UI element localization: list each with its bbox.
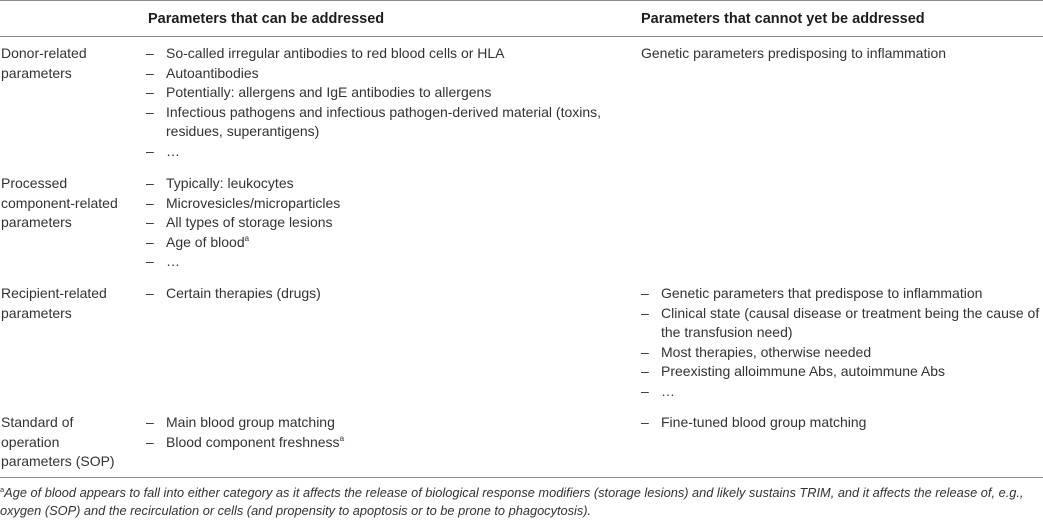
dash-icon: –	[146, 45, 154, 61]
dash-icon: –	[641, 304, 649, 321]
addressed-list-sop	[146, 413, 631, 452]
table-top-rule	[0, 0, 1043, 1]
list-item: – …	[146, 252, 631, 272]
dash-icon: –	[641, 343, 649, 360]
dash-icon: –	[146, 175, 154, 191]
category-recipient: Recipient-related parameters	[1, 285, 107, 321]
list-item: – Age of blood$^a$	[146, 233, 631, 253]
category-donor: Donor-related parameters	[1, 45, 87, 81]
list-item: – Fine-tuned blood group matching	[641, 413, 1043, 433]
dash-icon: –	[641, 363, 649, 379]
list-item: – Certain therapies (drugs)	[146, 284, 631, 304]
list-item: – Potentially: allergens and IgE antibodies to allergens	[146, 83, 631, 103]
dash-icon: –	[146, 285, 154, 301]
header-bottom-rule	[0, 36, 1043, 37]
list-item: – Genetic parameters that predispose to inflammation	[641, 284, 1043, 304]
category-sop: Standard of operation parameters (SOP)	[1, 414, 115, 469]
footnote-marker: a	[339, 433, 345, 443]
dash-icon: –	[146, 233, 154, 250]
dash-icon: –	[146, 433, 154, 450]
addressed-list-processed	[146, 174, 631, 272]
list-item: – Most therapies, otherwise needed	[641, 343, 1043, 363]
dash-icon: –	[146, 414, 154, 430]
list-item: – Infectious pathogens and infectious pathogen-derived material (toxins, residues, superantigens)	[146, 103, 602, 139]
dash-icon: –	[146, 84, 154, 100]
dash-icon: –	[146, 142, 154, 159]
dash-icon: –	[146, 103, 154, 120]
dash-icon: –	[641, 414, 649, 430]
dash-icon: –	[146, 253, 154, 269]
header-not-addressed: Parameters that cannot yet be addressed	[641, 11, 925, 27]
footnote-marker: a	[244, 233, 250, 243]
dash-icon: –	[146, 64, 154, 81]
table-footnote	[0, 484, 1043, 520]
not-addressed-donor: Genetic parameters predisposing to inflammation	[641, 45, 947, 61]
list-item: – …	[641, 382, 1043, 402]
dash-icon: –	[641, 382, 649, 399]
list-item: – …	[146, 142, 631, 162]
footnote-marker: a	[0, 485, 5, 494]
list-item: – Typically: leukocytes	[146, 174, 631, 194]
list-item: – Main blood group matching	[146, 413, 631, 433]
not-addressed-list-recipient	[641, 284, 1043, 401]
list-item: – Clinical state (causal disease or treatment being the cause of the transfusion need)	[641, 304, 1040, 340]
dash-icon: –	[146, 194, 154, 211]
list-item: – Microvesicles/microparticles	[146, 194, 631, 214]
footnote-text: Age of blood appears to fall into either category as it affects the release of biological response modifiers (storage lesions) and likely sustains TRIM, and it affects the release of, e.g., oxygen (SOP) and the recirculation or cells (and propensity to apoptosis or to be prone to phagocytosis).	[0, 485, 1024, 518]
addressed-list-recipient	[146, 284, 631, 304]
not-addressed-list-sop	[641, 413, 1043, 433]
list-item: – Autoantibodies	[146, 64, 631, 84]
dash-icon: –	[641, 285, 649, 301]
list-item: – Preexisting alloimmune Abs, autoimmune Abs	[641, 362, 1043, 382]
table-bottom-rule	[0, 477, 1043, 478]
list-item: – All types of storage lesions	[146, 213, 631, 233]
list-item: – Blood component freshness$^a$	[146, 433, 631, 453]
category-processed-component: Processed component-related parameters	[1, 175, 118, 230]
dash-icon: –	[146, 214, 154, 230]
list-item: – So-called irregular antibodies to red blood cells or HLA	[146, 44, 631, 64]
addressed-list-donor	[146, 44, 631, 161]
header-addressed: Parameters that can be addressed	[148, 11, 385, 27]
